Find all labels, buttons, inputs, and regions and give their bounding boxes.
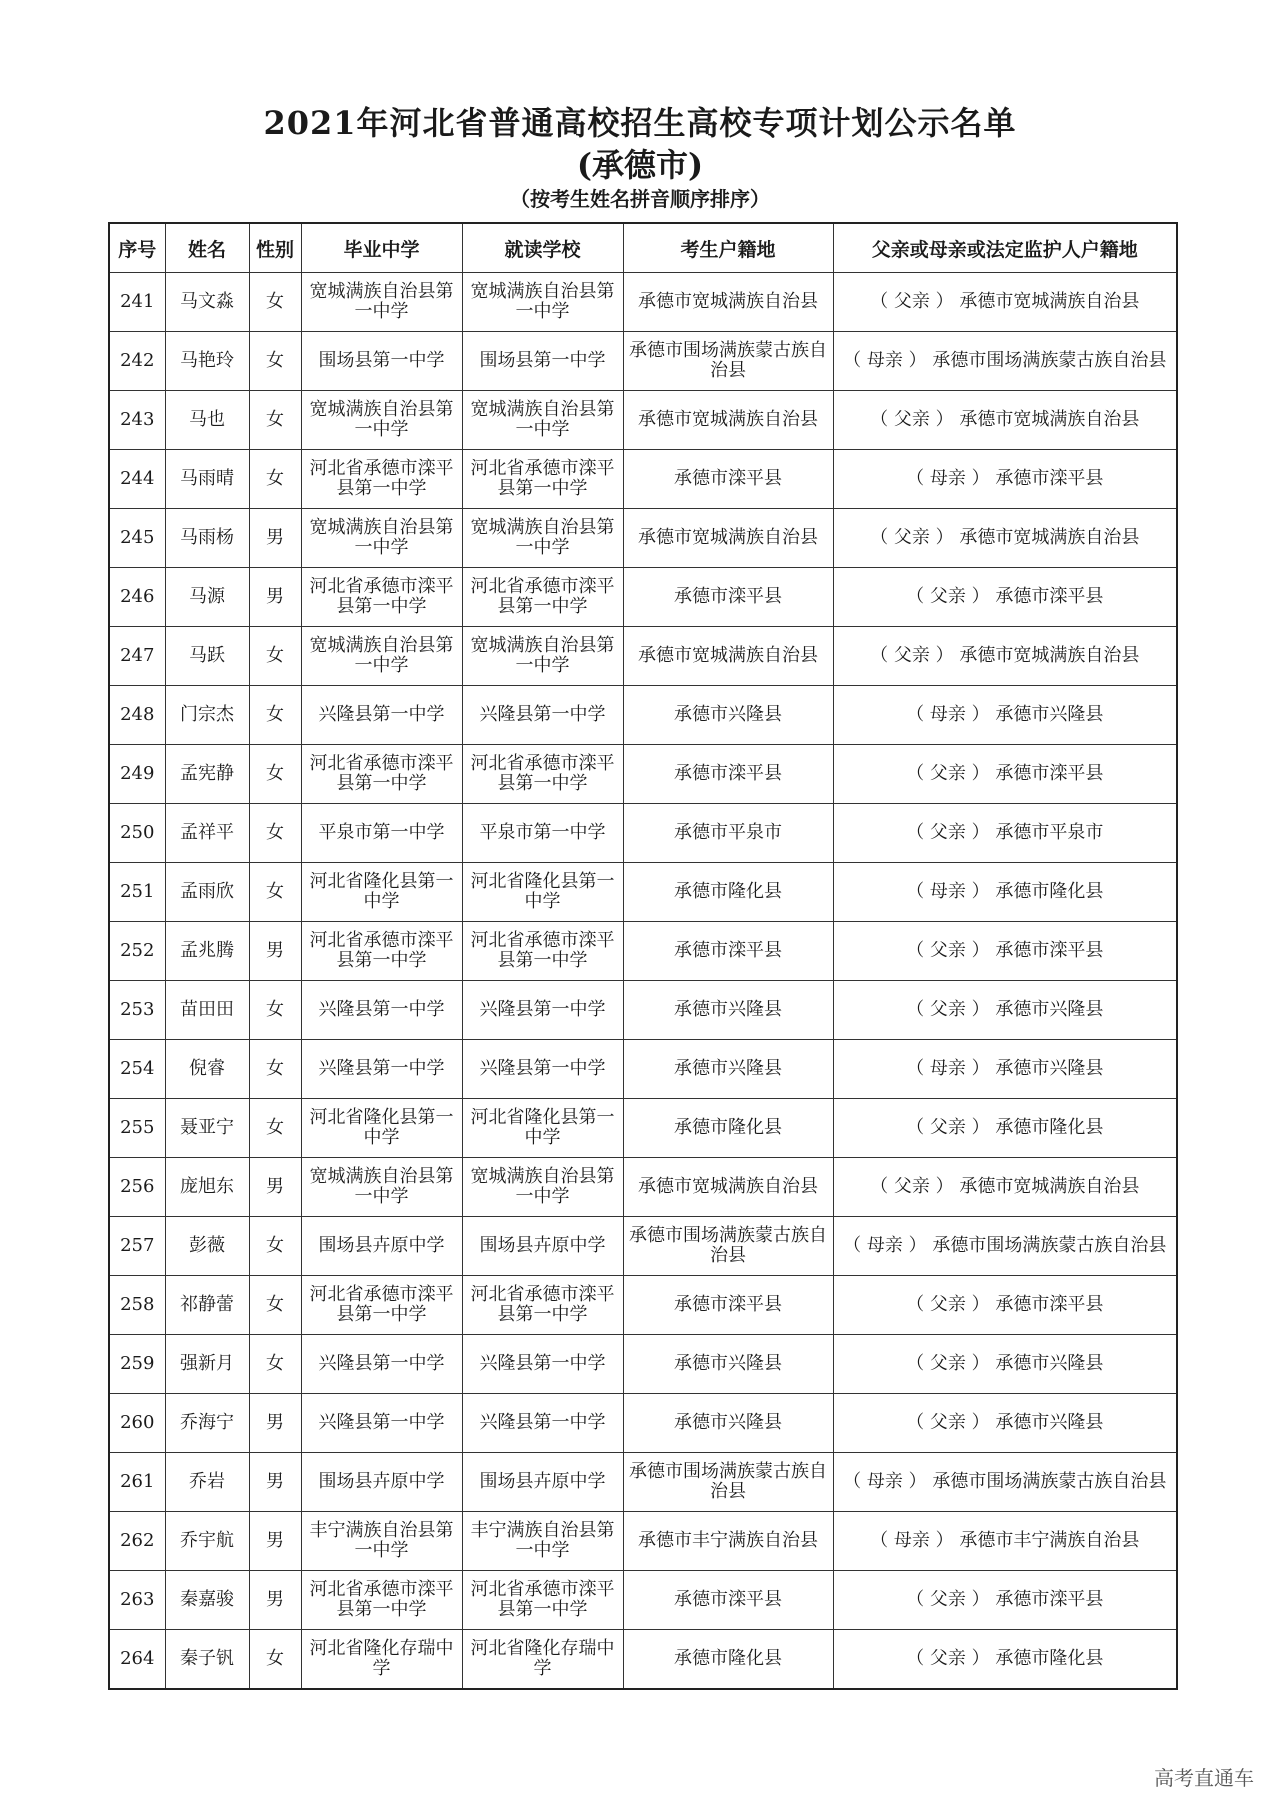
table-row — [109, 745, 1177, 804]
household-registration-cell: 承德市宽城满族自治县 — [623, 509, 833, 568]
household-registration-cell: 承德市丰宁满族自治县 — [623, 1512, 833, 1571]
table-row — [109, 391, 1177, 450]
name-cell: 彭薇 — [165, 1217, 249, 1276]
guardian-registration-cell: （ 父亲 ） 承德市宽城满族自治县 — [833, 273, 1177, 332]
household-registration-cell: 承德市滦平县 — [623, 450, 833, 509]
table-row — [109, 1040, 1177, 1099]
index-cell: 254 — [109, 1040, 165, 1099]
current-school-cell: 兴隆县第一中学 — [462, 1335, 623, 1394]
household-registration-cell: 承德市宽城满族自治县 — [623, 627, 833, 686]
table-row — [109, 627, 1177, 686]
name-cell: 祁静蕾 — [165, 1276, 249, 1335]
current-school-cell: 兴隆县第一中学 — [462, 686, 623, 745]
name-cell: 乔岩 — [165, 1453, 249, 1512]
table-row — [109, 1512, 1177, 1571]
column-header: 序号 — [109, 223, 165, 273]
index-cell: 255 — [109, 1099, 165, 1158]
table-row — [109, 1571, 1177, 1630]
name-cell: 秦子钒 — [165, 1630, 249, 1690]
current-school-cell: 宽城满族自治县第一中学 — [462, 627, 623, 686]
index-cell: 259 — [109, 1335, 165, 1394]
household-registration-cell: 承德市兴隆县 — [623, 1335, 833, 1394]
household-registration-cell: 承德市平泉市 — [623, 804, 833, 863]
name-cell: 马雨晴 — [165, 450, 249, 509]
table-row — [109, 1158, 1177, 1217]
guardian-registration-cell: （ 父亲 ） 承德市兴隆县 — [833, 981, 1177, 1040]
gender-cell: 男 — [249, 1512, 301, 1571]
current-school-cell: 围场县卉原中学 — [462, 1217, 623, 1276]
graduation-school-cell: 围场县卉原中学 — [301, 1453, 462, 1512]
guardian-registration-cell: （ 父亲 ） 承德市滦平县 — [833, 1276, 1177, 1335]
name-cell: 孟雨欣 — [165, 863, 249, 922]
current-school-cell: 河北省承德市滦平县第一中学 — [462, 745, 623, 804]
gender-cell: 女 — [249, 1276, 301, 1335]
index-cell: 252 — [109, 922, 165, 981]
gender-cell: 女 — [249, 391, 301, 450]
current-school-cell: 围场县卉原中学 — [462, 1453, 623, 1512]
table-row — [109, 1335, 1177, 1394]
index-cell: 263 — [109, 1571, 165, 1630]
gender-cell: 女 — [249, 804, 301, 863]
graduation-school-cell: 宽城满族自治县第一中学 — [301, 391, 462, 450]
graduation-school-cell: 河北省隆化县第一中学 — [301, 863, 462, 922]
name-cell: 秦嘉骏 — [165, 1571, 249, 1630]
name-cell: 庞旭东 — [165, 1158, 249, 1217]
graduation-school-cell: 河北省隆化县第一中学 — [301, 1099, 462, 1158]
name-cell: 乔宇航 — [165, 1512, 249, 1571]
gender-cell: 男 — [249, 1394, 301, 1453]
index-cell: 247 — [109, 627, 165, 686]
name-cell: 马源 — [165, 568, 249, 627]
current-school-cell: 河北省隆化县第一中学 — [462, 863, 623, 922]
guardian-registration-cell: （ 父亲 ） 承德市宽城满族自治县 — [833, 627, 1177, 686]
name-cell: 马跃 — [165, 627, 249, 686]
graduation-school-cell: 河北省承德市滦平县第一中学 — [301, 1571, 462, 1630]
gender-cell: 女 — [249, 745, 301, 804]
gender-cell: 男 — [249, 922, 301, 981]
current-school-cell: 兴隆县第一中学 — [462, 1394, 623, 1453]
name-cell: 门宗杰 — [165, 686, 249, 745]
index-cell: 248 — [109, 686, 165, 745]
index-cell: 245 — [109, 509, 165, 568]
household-registration-cell: 承德市宽城满族自治县 — [623, 273, 833, 332]
guardian-registration-cell: （ 父亲 ） 承德市滦平县 — [833, 745, 1177, 804]
gender-cell: 男 — [249, 1571, 301, 1630]
graduation-school-cell: 河北省隆化存瑞中学 — [301, 1630, 462, 1690]
name-cell: 马也 — [165, 391, 249, 450]
household-registration-cell: 承德市滦平县 — [623, 568, 833, 627]
graduation-school-cell: 兴隆县第一中学 — [301, 1394, 462, 1453]
graduation-school-cell: 围场县卉原中学 — [301, 1217, 462, 1276]
gender-cell: 女 — [249, 1335, 301, 1394]
table-row — [109, 450, 1177, 509]
household-registration-cell: 承德市滦平县 — [623, 745, 833, 804]
document-subtitle: (承德市) — [576, 146, 704, 184]
household-registration-cell: 承德市围场满族蒙古族自治县 — [623, 332, 833, 391]
current-school-cell: 围场县第一中学 — [462, 332, 623, 391]
graduation-school-cell: 宽城满族自治县第一中学 — [301, 273, 462, 332]
current-school-cell: 河北省承德市滦平县第一中学 — [462, 1276, 623, 1335]
gender-cell: 女 — [249, 981, 301, 1040]
guardian-registration-cell: （ 父亲 ） 承德市滦平县 — [833, 1571, 1177, 1630]
guardian-registration-cell: （ 父亲 ） 承德市隆化县 — [833, 1099, 1177, 1158]
guardian-registration-cell: （ 母亲 ） 承德市围场满族蒙古族自治县 — [833, 1217, 1177, 1276]
roster-table — [108, 222, 1178, 1690]
current-school-cell: 河北省承德市滦平县第一中学 — [462, 450, 623, 509]
current-school-cell: 河北省隆化县第一中学 — [462, 1099, 623, 1158]
index-cell: 261 — [109, 1453, 165, 1512]
name-cell: 倪睿 — [165, 1040, 249, 1099]
table-body — [109, 273, 1177, 1690]
household-registration-cell: 承德市宽城满族自治县 — [623, 1158, 833, 1217]
graduation-school-cell: 丰宁满族自治县第一中学 — [301, 1512, 462, 1571]
graduation-school-cell: 河北省承德市滦平县第一中学 — [301, 568, 462, 627]
household-registration-cell: 承德市兴隆县 — [623, 1040, 833, 1099]
guardian-registration-cell: （ 父亲 ） 承德市隆化县 — [833, 1630, 1177, 1690]
guardian-registration-cell: （ 母亲 ） 承德市隆化县 — [833, 863, 1177, 922]
guardian-registration-cell: （ 父亲 ） 承德市宽城满族自治县 — [833, 1158, 1177, 1217]
guardian-registration-cell: （ 父亲 ） 承德市兴隆县 — [833, 1394, 1177, 1453]
column-header: 姓名 — [165, 223, 249, 273]
household-registration-cell: 承德市围场满族蒙古族自治县 — [623, 1217, 833, 1276]
table-row — [109, 981, 1177, 1040]
gender-cell: 男 — [249, 1158, 301, 1217]
gender-cell: 女 — [249, 863, 301, 922]
column-header: 就读学校 — [462, 223, 623, 273]
name-cell: 马雨杨 — [165, 509, 249, 568]
household-registration-cell: 承德市滦平县 — [623, 1571, 833, 1630]
column-header: 毕业中学 — [301, 223, 462, 273]
household-registration-cell: 承德市宽城满族自治县 — [623, 391, 833, 450]
header-row — [109, 223, 1177, 273]
table-row — [109, 509, 1177, 568]
household-registration-cell: 承德市滦平县 — [623, 922, 833, 981]
graduation-school-cell: 围场县第一中学 — [301, 332, 462, 391]
guardian-registration-cell: （ 母亲 ） 承德市围场满族蒙古族自治县 — [833, 1453, 1177, 1512]
graduation-school-cell: 兴隆县第一中学 — [301, 686, 462, 745]
table-row — [109, 1630, 1177, 1690]
current-school-cell: 兴隆县第一中学 — [462, 1040, 623, 1099]
column-header: 性别 — [249, 223, 301, 273]
guardian-registration-cell: （ 母亲 ） 承德市围场满族蒙古族自治县 — [833, 332, 1177, 391]
graduation-school-cell: 兴隆县第一中学 — [301, 981, 462, 1040]
index-cell: 256 — [109, 1158, 165, 1217]
name-cell: 苗田田 — [165, 981, 249, 1040]
current-school-cell: 平泉市第一中学 — [462, 804, 623, 863]
index-cell: 251 — [109, 863, 165, 922]
guardian-registration-cell: （ 父亲 ） 承德市兴隆县 — [833, 1335, 1177, 1394]
current-school-cell: 宽城满族自治县第一中学 — [462, 273, 623, 332]
guardian-registration-cell: （ 父亲 ） 承德市滦平县 — [833, 922, 1177, 981]
current-school-cell: 宽城满族自治县第一中学 — [462, 391, 623, 450]
index-cell: 241 — [109, 273, 165, 332]
table-row — [109, 568, 1177, 627]
graduation-school-cell: 兴隆县第一中学 — [301, 1040, 462, 1099]
name-cell: 马艳玲 — [165, 332, 249, 391]
watermark: 高考直通车 — [1154, 1766, 1254, 1790]
guardian-registration-cell: （ 母亲 ） 承德市兴隆县 — [833, 1040, 1177, 1099]
household-registration-cell: 承德市滦平县 — [623, 1276, 833, 1335]
guardian-registration-cell: （ 父亲 ） 承德市平泉市 — [833, 804, 1177, 863]
column-header: 父亲或母亲或法定监护人户籍地 — [833, 223, 1177, 273]
name-cell: 强新月 — [165, 1335, 249, 1394]
index-cell: 246 — [109, 568, 165, 627]
index-cell: 260 — [109, 1394, 165, 1453]
gender-cell: 女 — [249, 332, 301, 391]
gender-cell: 女 — [249, 1040, 301, 1099]
current-school-cell: 丰宁满族自治县第一中学 — [462, 1512, 623, 1571]
gender-cell: 女 — [249, 1630, 301, 1690]
guardian-registration-cell: （ 母亲 ） 承德市丰宁满族自治县 — [833, 1512, 1177, 1571]
graduation-school-cell: 宽城满族自治县第一中学 — [301, 509, 462, 568]
household-registration-cell: 承德市隆化县 — [623, 1099, 833, 1158]
column-header: 考生户籍地 — [623, 223, 833, 273]
index-cell: 242 — [109, 332, 165, 391]
name-cell: 孟宪静 — [165, 745, 249, 804]
table-row — [109, 922, 1177, 981]
index-cell: 250 — [109, 804, 165, 863]
index-cell: 262 — [109, 1512, 165, 1571]
index-cell: 243 — [109, 391, 165, 450]
gender-cell: 男 — [249, 1453, 301, 1512]
guardian-registration-cell: （ 母亲 ） 承德市滦平县 — [833, 450, 1177, 509]
document-title: 2021年河北省普通高校招生高校专项计划公示名单 — [263, 104, 1017, 142]
gender-cell: 男 — [249, 509, 301, 568]
guardian-registration-cell: （ 父亲 ） 承德市滦平县 — [833, 568, 1177, 627]
current-school-cell: 河北省隆化存瑞中学 — [462, 1630, 623, 1690]
name-cell: 聂亚宁 — [165, 1099, 249, 1158]
current-school-cell: 宽城满族自治县第一中学 — [462, 1158, 623, 1217]
name-cell: 马文淼 — [165, 273, 249, 332]
gender-cell: 女 — [249, 450, 301, 509]
gender-cell: 男 — [249, 568, 301, 627]
table-row — [109, 1217, 1177, 1276]
table-row — [109, 1276, 1177, 1335]
household-registration-cell: 承德市隆化县 — [623, 1630, 833, 1690]
current-school-cell: 兴隆县第一中学 — [462, 981, 623, 1040]
index-cell: 244 — [109, 450, 165, 509]
household-registration-cell: 承德市隆化县 — [623, 863, 833, 922]
index-cell: 257 — [109, 1217, 165, 1276]
gender-cell: 女 — [249, 1217, 301, 1276]
index-cell: 258 — [109, 1276, 165, 1335]
guardian-registration-cell: （ 父亲 ） 承德市宽城满族自治县 — [833, 509, 1177, 568]
sort-note: （按考生姓名拼音顺序排序） — [510, 187, 770, 211]
name-cell: 乔海宁 — [165, 1394, 249, 1453]
graduation-school-cell: 河北省承德市滦平县第一中学 — [301, 922, 462, 981]
graduation-school-cell: 宽城满族自治县第一中学 — [301, 627, 462, 686]
index-cell: 253 — [109, 981, 165, 1040]
table-row — [109, 686, 1177, 745]
household-registration-cell: 承德市兴隆县 — [623, 1394, 833, 1453]
guardian-registration-cell: （ 母亲 ） 承德市兴隆县 — [833, 686, 1177, 745]
graduation-school-cell: 河北省承德市滦平县第一中学 — [301, 745, 462, 804]
graduation-school-cell: 河北省承德市滦平县第一中学 — [301, 1276, 462, 1335]
gender-cell: 女 — [249, 273, 301, 332]
household-registration-cell: 承德市围场满族蒙古族自治县 — [623, 1453, 833, 1512]
index-cell: 249 — [109, 745, 165, 804]
table-row — [109, 863, 1177, 922]
graduation-school-cell: 兴隆县第一中学 — [301, 1335, 462, 1394]
table-header — [109, 223, 1177, 273]
graduation-school-cell: 平泉市第一中学 — [301, 804, 462, 863]
current-school-cell: 宽城满族自治县第一中学 — [462, 509, 623, 568]
table-row — [109, 1453, 1177, 1512]
household-registration-cell: 承德市兴隆县 — [623, 686, 833, 745]
gender-cell: 女 — [249, 686, 301, 745]
name-cell: 孟祥平 — [165, 804, 249, 863]
gender-cell: 女 — [249, 1099, 301, 1158]
table-row — [109, 804, 1177, 863]
table-row — [109, 332, 1177, 391]
guardian-registration-cell: （ 父亲 ） 承德市宽城满族自治县 — [833, 391, 1177, 450]
gender-cell: 女 — [249, 627, 301, 686]
current-school-cell: 河北省承德市滦平县第一中学 — [462, 922, 623, 981]
graduation-school-cell: 河北省承德市滦平县第一中学 — [301, 450, 462, 509]
household-registration-cell: 承德市兴隆县 — [623, 981, 833, 1040]
graduation-school-cell: 宽城满族自治县第一中学 — [301, 1158, 462, 1217]
index-cell: 264 — [109, 1630, 165, 1690]
current-school-cell: 河北省承德市滦平县第一中学 — [462, 568, 623, 627]
table-row — [109, 1394, 1177, 1453]
name-cell: 孟兆腾 — [165, 922, 249, 981]
table-row — [109, 1099, 1177, 1158]
table-row — [109, 273, 1177, 332]
current-school-cell: 河北省承德市滦平县第一中学 — [462, 1571, 623, 1630]
